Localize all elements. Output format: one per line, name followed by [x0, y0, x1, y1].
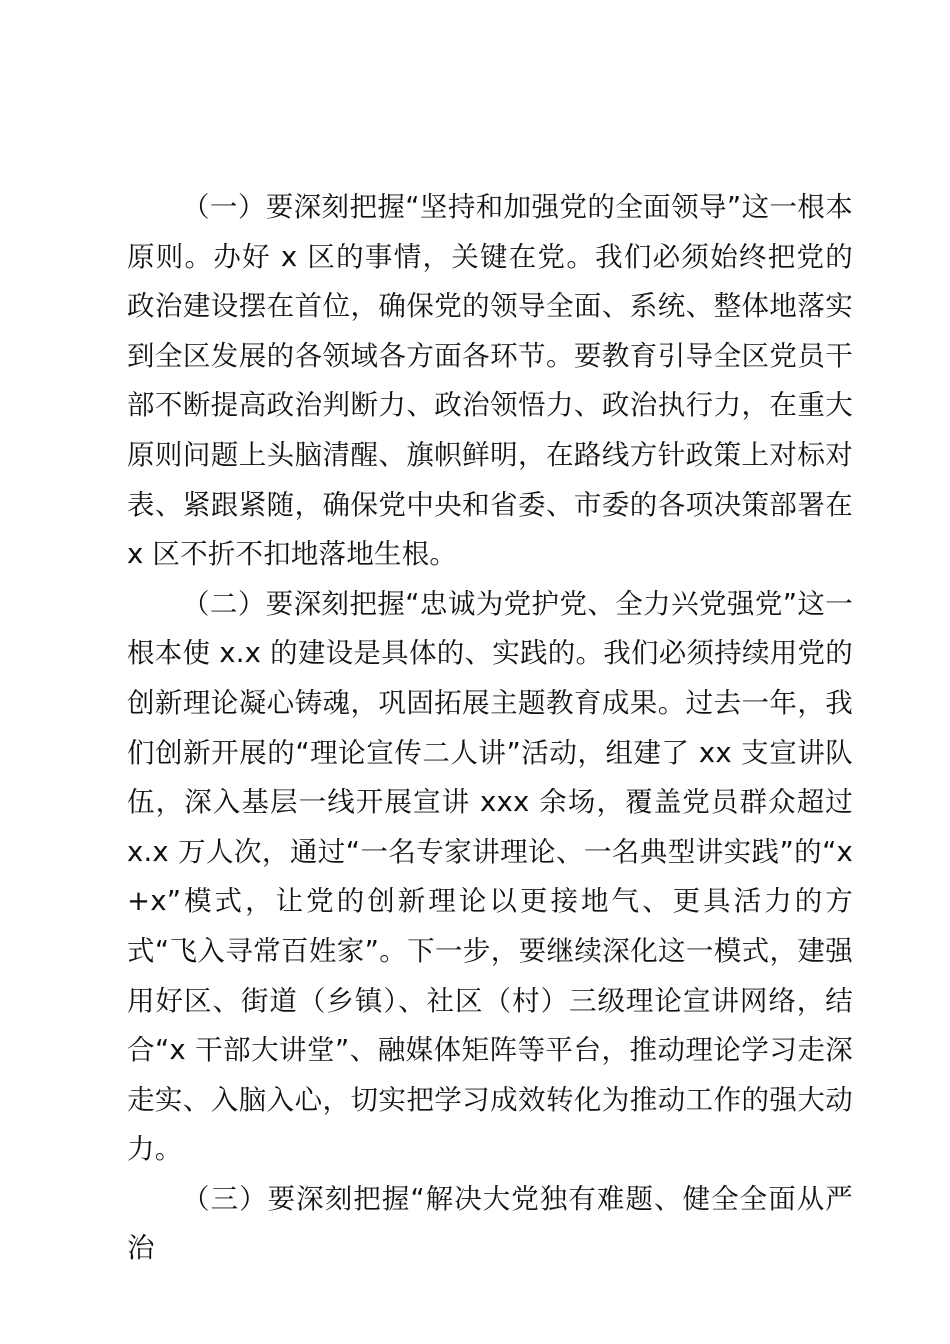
paragraph-2: （二）要深刻把握“忠诚为党护党、全力兴党强党”这一根本使 x.x 的建设是具体的、实践的。我们必须持续用党的创新理论凝心铸魂，巩固拓展主题教育成果。过去一年，我们创新开展的“理论宣传二人讲”活动，组建了 xx 支宣讲队伍，深入基层一线开展宣讲 xxx 余场，覆盖党员群众超过 x.x 万人次，通过“一名专家讲理论、一名典型讲实践”的“x+x”模式，让党的创新理论以更接地气、更具活力的方式“飞入寻常百姓家”。下一步，要继续深化这一模式，建强用好区、街道（乡镇）、社区（村）三级理论宣讲网络，结合“x 干部大讲堂”、融媒体矩阵等平台，推动理论学习走深走实、入脑入心，切实把学习成效转化为推动工作的强大动力。: [127, 587, 853, 1166]
paragraph-1: （一）要深刻把握“坚持和加强党的全面领导”这一根本原则。办好 x 区的事情，关键在党。我们必须始终把党的政治建设摆在首位，确保党的领导全面、系统、整体地落实到全区发展的各领域各方面各环节。要教育引导全区党员干部不断提高政治判断力、政治领悟力、政治执行力，在重大原则问题上头脑清醒、旗帜鲜明，在路线方针政策上对标对表、紧跟紧随，确保党中央和省委、市委的各项决策部署在 x 区不折不扣地落地生根。: [127, 191, 853, 571]
document-body: [127, 183, 853, 1274]
paragraph-3: （三）要深刻把握“解决大党独有难题、健全全面从严治: [127, 1182, 853, 1265]
